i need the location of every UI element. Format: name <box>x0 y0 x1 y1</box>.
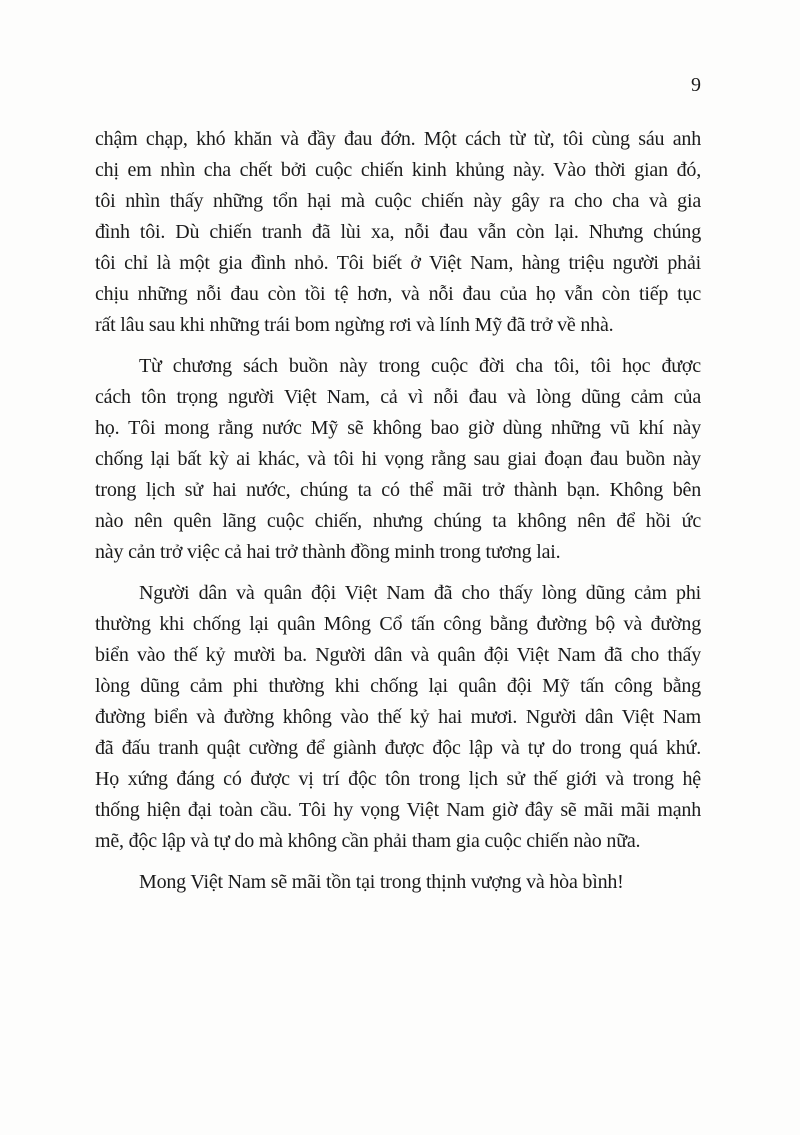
text-line: chị em nhìn cha chết bởi cuộc chiến kinh khủng này. Vào thời gian đó, <box>95 159 701 181</box>
paragraph-2 <box>95 351 701 568</box>
text-line: thống hiện đại toàn cầu. Tôi hy vọng Việt Nam giờ đây sẽ mãi mãi mạnh <box>95 799 701 821</box>
text-line: lòng dũng cảm phi thường khi chống lại quân đội Mỹ tấn công bằng <box>95 675 701 697</box>
text-line: mẽ, độc lập và tự do mà không cần phải tham gia cuộc chiến nào nữa. <box>95 830 641 852</box>
text-line: đường biển và đường không vào thế kỷ hai mươi. Người dân Việt Nam <box>95 706 701 728</box>
text-line: tôi chỉ là một gia đình nhỏ. Tôi biết ở Việt Nam, hàng triệu người phải <box>95 252 701 274</box>
text-line: trong lịch sử hai nước, chúng ta có thể mãi trở thành bạn. Không bên <box>95 479 701 501</box>
text-line: tôi nhìn thấy những tổn hại mà cuộc chiến này gây ra cho cha và gia <box>95 190 701 212</box>
text-line: Họ xứng đáng có được vị trí độc tôn trong lịch sử thế giới và trong hệ <box>95 768 701 790</box>
paragraph-4 <box>95 867 701 898</box>
page-body-text <box>95 124 701 908</box>
text-line: biển vào thế kỷ mười ba. Người dân và quân đội Việt Nam đã cho thấy <box>95 644 701 666</box>
page-number: 9 <box>691 74 701 96</box>
text-line: đã đấu tranh quật cường để giành được độc lập và tự do trong quá khứ. <box>95 737 701 759</box>
text-line: nào nên quên lãng cuộc chiến, nhưng chúng ta không nên để hồi ức <box>95 510 701 532</box>
text-line: cách tôn trọng người Việt Nam, cả vì nỗi đau và lòng dũng cảm của <box>95 386 701 408</box>
text-line: Từ chương sách buồn này trong cuộc đời cha tôi, tôi học được <box>139 355 701 377</box>
text-line: này cản trở việc cả hai trở thành đồng minh trong tương lai. <box>95 541 561 563</box>
text-line: chống lại bất kỳ ai khác, và tôi hi vọng rằng sau giai đoạn đau buồn này <box>95 448 701 470</box>
text-line: chậm chạp, khó khăn và đầy đau đớn. Một cách từ từ, tôi cùng sáu anh <box>95 128 701 150</box>
text-line: chịu những nỗi đau còn tồi tệ hơn, và nỗi đau của họ vẫn còn tiếp tục <box>95 283 701 305</box>
text-line: Người dân và quân đội Việt Nam đã cho thấy lòng dũng cảm phi <box>139 582 701 604</box>
text-line: rất lâu sau khi những trái bom ngừng rơi và lính Mỹ đã trở về nhà. <box>95 314 614 336</box>
paragraph-1 <box>95 124 701 341</box>
text-line: Mong Việt Nam sẽ mãi tồn tại trong thịnh vượng và hòa bình! <box>139 871 624 893</box>
text-line: đình tôi. Dù chiến tranh đã lùi xa, nỗi đau vẫn còn lại. Nhưng chúng <box>95 221 701 243</box>
text-line: họ. Tôi mong rằng nước Mỹ sẽ không bao giờ dùng những vũ khí này <box>95 417 701 439</box>
text-line: thường khi chống lại quân Mông Cổ tấn công bằng đường bộ và đường <box>95 613 701 635</box>
paragraph-3 <box>95 578 701 857</box>
